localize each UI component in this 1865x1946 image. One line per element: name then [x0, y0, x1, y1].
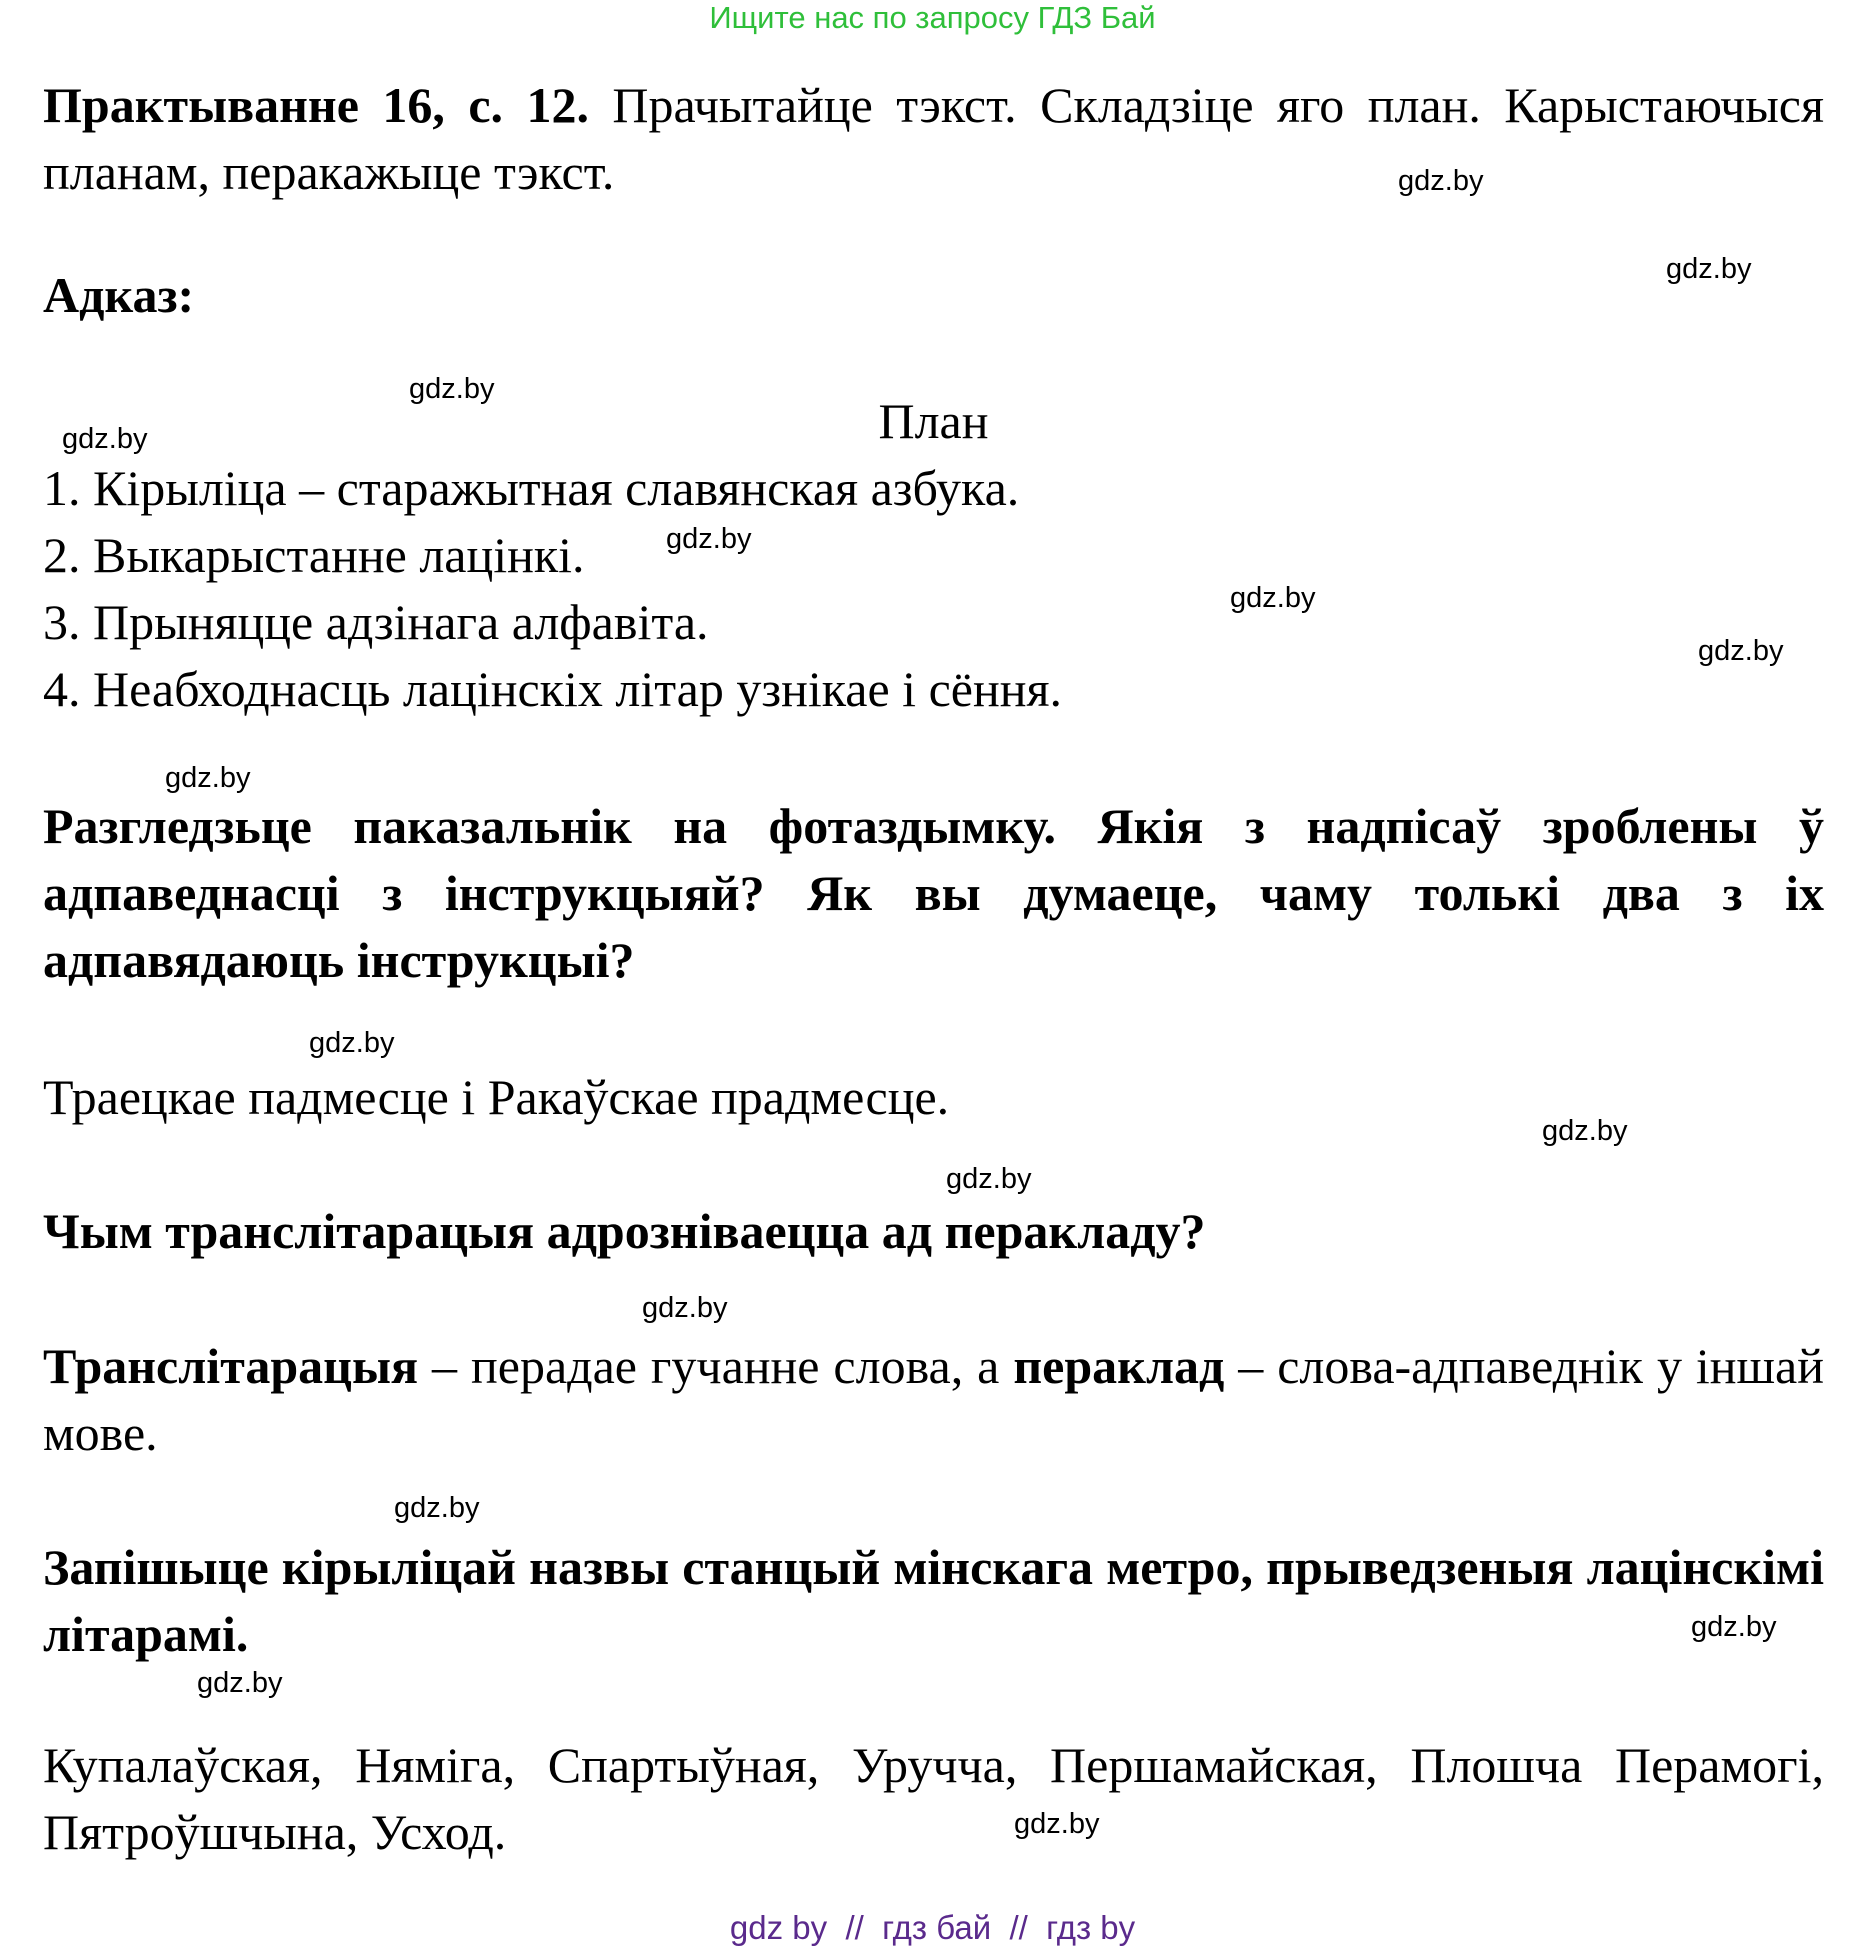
watermark: gdz.by [197, 1667, 283, 1699]
answer-label-text: Адказ: [43, 267, 195, 323]
plan-item: 3. Прыняцце адзінага алфавіта. [43, 594, 709, 650]
answer-2-part2: – слова-адпаведнік у іншай мове. [43, 1338, 1824, 1461]
answer-2-part1: – перадае гучанне слова, а [418, 1338, 1014, 1394]
plan-item: 4. Неабходнасць лацінскіх літар узнікае і сёння. [43, 661, 1062, 717]
answer-1: Траецкае падмесце і Ракаўскае прадмесце. [43, 1069, 950, 1125]
plan-list [43, 455, 1824, 723]
task-heading [43, 72, 1824, 206]
watermark: gdz.by [1014, 1808, 1100, 1840]
watermark: gdz.by [1398, 165, 1484, 197]
watermark: gdz.by [394, 1492, 480, 1524]
question-3: Запішыце кірыліцай назвы станцый мінскага метро, прыведзеныя лацінскімі літарамі. [43, 1539, 1824, 1662]
watermark: gdz.by [1542, 1115, 1628, 1147]
watermark: gdz.by [1691, 1611, 1777, 1643]
watermark: gdz.by [1666, 253, 1752, 285]
watermark: gdz.by [62, 423, 148, 455]
task-label: Практыванне 16, с. 12. [43, 77, 589, 133]
plan-item: 2. Выкарыстанне лацінкі. [43, 527, 585, 583]
question-1: Разгледзьце паказальнік на фотаздымку. Якія з надпісаў зроблены ў адпаведнасці з інструкцыяй? Як вы думаеце, чаму толькі два з іх адпавядаюць інструкцыі? [43, 798, 1824, 988]
watermark: gdz.by [409, 373, 495, 405]
answer-3: Купалаўская, Няміга, Спартыўная, Уручча, Першамайская, Плошча Перамогі, Пятроўшчына, Усход. [43, 1737, 1824, 1860]
term-translation: пераклад [1013, 1338, 1225, 1394]
term-transliteration: Транслітарацыя [43, 1338, 419, 1394]
watermark: gdz.by [666, 523, 752, 555]
question-2: Чым транслітарацыя адрозніваецца ад перакладу? [43, 1203, 1206, 1259]
watermark: gdz.by [1698, 635, 1784, 667]
answer-2 [43, 1333, 1824, 1467]
watermark: gdz.by [946, 1163, 1032, 1195]
answer-label [43, 262, 1824, 329]
plan-item: 1. Кірыліца – старажытная славянская азбука. [43, 460, 1020, 516]
watermark: gdz.by [1230, 582, 1316, 614]
watermark: gdz.by [165, 762, 251, 794]
plan-title: План [878, 393, 989, 449]
watermark: gdz.by [642, 1292, 728, 1324]
footer-links: gdz by // гдз бай // гдз by [729, 1909, 1136, 1946]
top-banner: Ищите нас по запросу ГДЗ Бай [709, 0, 1156, 35]
task-text: Прачытайце тэкст. Складзіце яго план. Карыстаючыся планам, перакажыце тэкст. [43, 77, 1824, 200]
watermark: gdz.by [309, 1027, 395, 1059]
